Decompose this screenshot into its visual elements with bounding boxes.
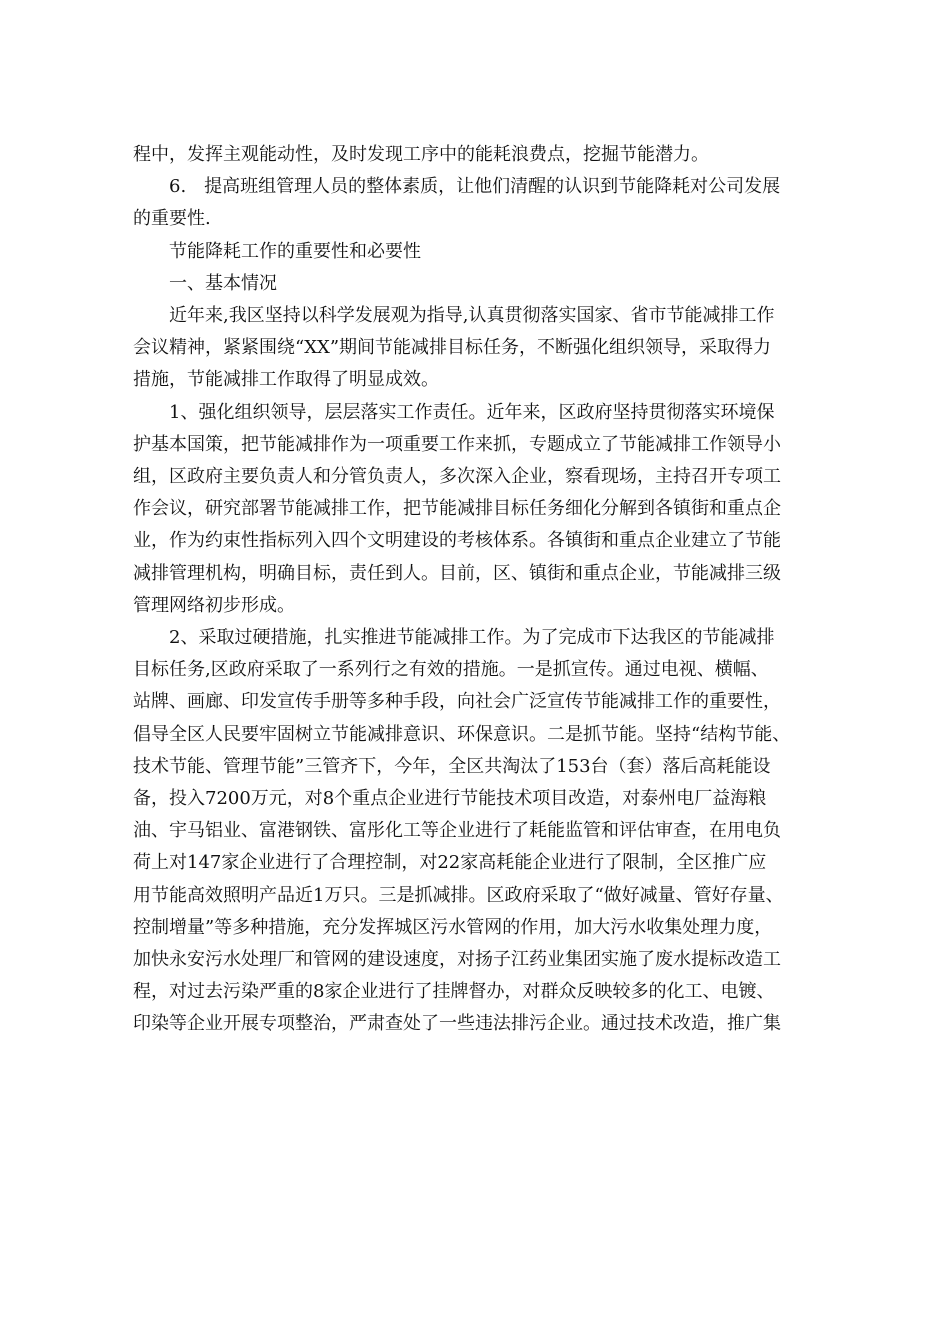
text-line: 的重要性.	[133, 208, 211, 230]
paragraph-2	[133, 622, 833, 1041]
text-line: 近年来,我区坚持以科学发展观为指导,认真贯彻落实国家、省市节能减排工作	[169, 305, 775, 327]
text-line: 业，作为约束性指标列入四个文明建设的考核体系。各镇街和重点企业建立了节能	[133, 530, 781, 552]
text-line: 程，对过去污染严重的8家企业进行了挂牌督办，对群众反映较多的化工、电镀、	[133, 981, 775, 1003]
text-line: 管理网络初步形成。	[133, 594, 295, 616]
section-title	[133, 236, 833, 268]
text-line: 程中，发挥主观能动性，及时发现工序中的能耗浪费点，挖掘节能潜力。	[133, 144, 709, 165]
text-line: 荷上对147家企业进行了合理控制，对22家高耗能企业进行了限制，全区推广应	[133, 852, 767, 874]
text-line: 6. 提高班组管理人员的整体素质，让他们清醒的认识到节能降耗对公司发展	[169, 176, 781, 198]
text-line: 油、宇马铝业、富港钢铁、富彤化工等企业进行了耗能监管和评估审查，在用电负	[133, 820, 781, 842]
text-line: 1、强化组织领导，层层落实工作责任。近年来，区政府坚持贯彻落实环境保	[169, 401, 775, 423]
text-line: 2、采取过硬措施，扎实推进节能减排工作。为了完成市下达我区的节能减排	[169, 627, 775, 649]
text-line: 备，投入7200万元，对8个重点企业进行节能技术项目改造，对泰州电厂益海粮	[133, 788, 767, 810]
heading-basic-situation	[133, 268, 833, 300]
text-line: 组，区政府主要负责人和分管负责人，多次深入企业，察看现场，主持召开专项工	[133, 466, 781, 488]
text-line: 措施，节能减排工作取得了明显成效。	[133, 369, 439, 391]
text-line: 控制增量”等多种措施，充分发挥城区污水管网的作用，加大污水收集处理力度，	[133, 916, 773, 938]
document-page	[133, 139, 833, 1041]
text-line: 护基本国策，把节能减排作为一项重要工作来抓，专题成立了节能减排工作领导小	[133, 433, 781, 455]
text-line: 印染等企业开展专项整治，严肃查处了一些违法排污企业。通过技术改造，推广集	[133, 1013, 781, 1035]
text-line: 作会议，研究部署节能减排工作，把节能减排目标任务细化分解到各镇街和重点企	[133, 498, 781, 520]
item-6-paragraph	[133, 171, 833, 235]
text-line: 目标任务,区政府采取了一系列行之有效的措施。一是抓宣传。通过电视、横幅、	[133, 659, 769, 681]
text-line: 减排管理机构，明确目标，责任到人。目前，区、镇街和重点企业，节能减排三级	[133, 562, 781, 584]
text-line: 会议精神，紧紧围绕“XX”期间节能减排目标任务，不断强化组织领导，采取得力	[133, 337, 772, 359]
text-line: 加快永安污水处理厂和管网的建设速度，对扬子江药业集团实施了废水提标改造工	[133, 949, 781, 971]
text-line: 一、基本情况	[169, 272, 277, 294]
text-line: 倡导全区人民要牢固树立节能减排意识、环保意识。二是抓节能。坚持“结构节能、	[133, 723, 791, 745]
text-line: 站牌、画廊、印发宣传手册等多种手段，向社会广泛宣传节能减排工作的重要性，	[133, 691, 781, 713]
text-line: 节能降耗工作的重要性和必要性	[169, 240, 421, 262]
intro-paragraph	[133, 300, 833, 397]
text-line: 技术节能、管理节能”三管齐下，今年，全区共淘汰了153台（套）落后高耗能设	[133, 755, 771, 777]
text-line: 用节能高效照明产品近1万只。三是抓减排。区政府采取了“做好减量、管好存量、	[133, 884, 784, 906]
paragraph-1	[133, 397, 833, 622]
continuation-paragraph	[133, 139, 833, 171]
